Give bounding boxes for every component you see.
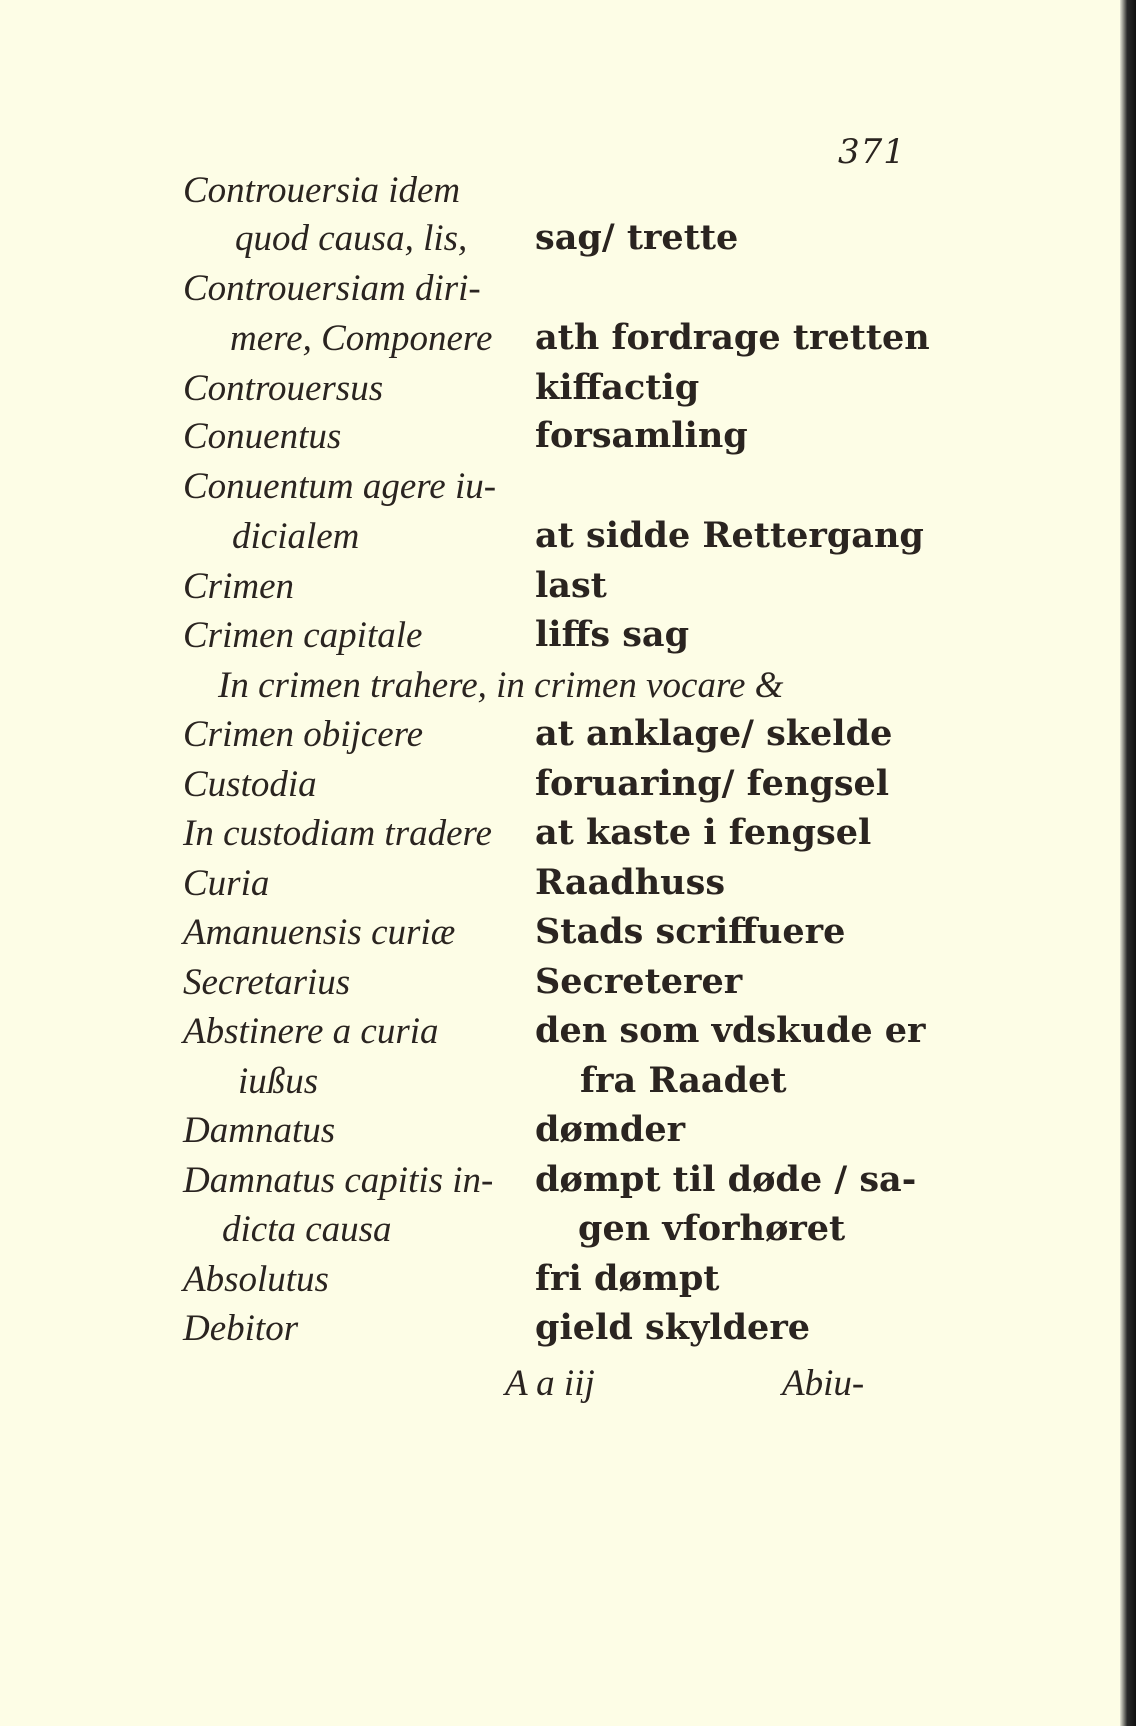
danish-term: ath fordrage tretten <box>535 317 930 358</box>
latin-term: Secretarius <box>183 962 351 1003</box>
danish-term: at kaste i fengsel <box>535 812 872 853</box>
danish-term: liffs sag <box>535 614 690 655</box>
latin-term: Abstinere a curia <box>183 1011 439 1052</box>
danish-term: at sidde Rettergang <box>535 515 924 556</box>
latin-term: Conuentum agere iu- <box>183 466 497 507</box>
catchword: Abiu- <box>782 1363 865 1404</box>
danish-term: fri dømpt <box>535 1258 720 1299</box>
danish-term: foruaring/ fengsel <box>535 763 890 804</box>
page-edge-shadow <box>1120 0 1136 1726</box>
danish-term: Raadhuss <box>535 862 726 903</box>
danish-term: gield skyldere <box>535 1307 811 1348</box>
latin-term: quod causa, lis, <box>235 218 468 259</box>
danish-term: dømpt til døde / sa- <box>535 1159 917 1200</box>
latin-term: In custodiam tradere <box>183 813 492 854</box>
latin-term: Custodia <box>183 764 317 805</box>
latin-term: Amanuensis curiæ <box>183 912 456 953</box>
page-number: 371 <box>838 132 906 172</box>
danish-term: forsamling <box>535 415 748 456</box>
danish-term: den som vdskude er <box>535 1010 926 1051</box>
danish-term: gen vforhøret <box>578 1208 846 1249</box>
latin-term: Controuersiam diri- <box>183 268 481 309</box>
latin-term: mere, Componere <box>230 318 493 359</box>
signature-mark: A a iij <box>505 1363 595 1404</box>
danish-term: at anklage/ skelde <box>535 713 893 754</box>
danish-term: last <box>535 565 607 606</box>
latin-term: iußus <box>238 1061 319 1102</box>
latin-term: Crimen <box>183 566 294 607</box>
latin-term: Curia <box>183 863 270 904</box>
danish-term: Stads scriffuere <box>535 911 846 952</box>
latin-term: dicta causa <box>222 1209 392 1250</box>
latin-term: Damnatus capitis in- <box>183 1160 494 1201</box>
danish-term: fra Raadet <box>580 1060 787 1101</box>
latin-term: In crimen trahere, in crimen vocare & <box>218 665 784 706</box>
latin-term: Controuersia idem <box>183 170 461 211</box>
latin-term: dicialem <box>232 516 360 557</box>
latin-term: Absolutus <box>183 1259 329 1300</box>
latin-term: Conuentus <box>183 416 342 457</box>
danish-term: dømder <box>535 1109 686 1150</box>
latin-term: Controuersus <box>183 368 384 409</box>
latin-term: Damnatus <box>183 1110 336 1151</box>
danish-term: sag/ trette <box>535 217 739 258</box>
danish-term: kiffactig <box>535 367 700 408</box>
latin-term: Crimen capitale <box>183 615 423 656</box>
latin-term: Crimen obijcere <box>183 714 424 755</box>
latin-term: Debitor <box>183 1308 299 1349</box>
danish-term: Secreterer <box>535 961 743 1002</box>
